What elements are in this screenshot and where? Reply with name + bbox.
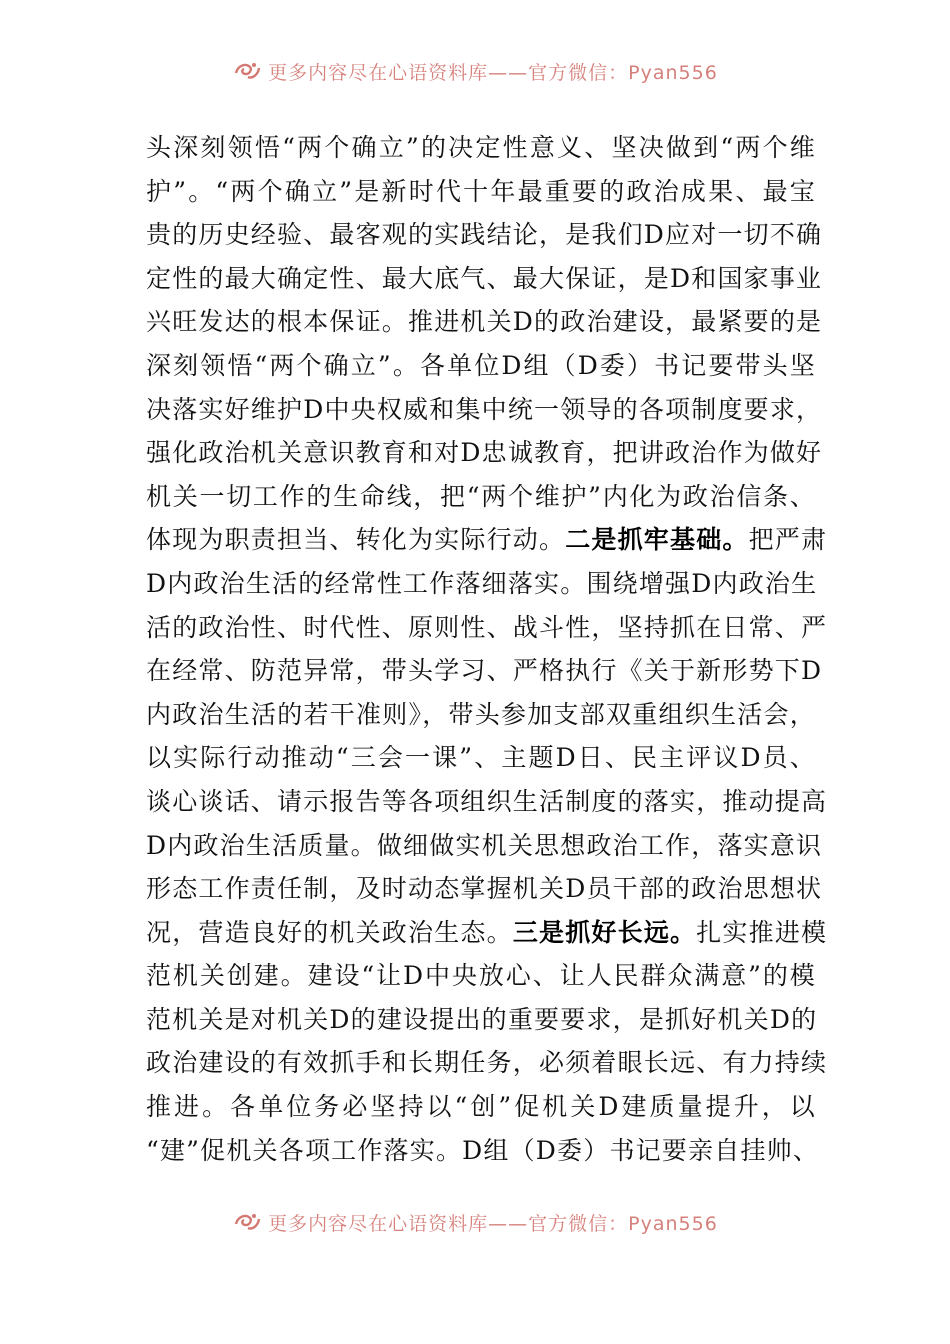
- watermark-text: 更多内容尽在心语资料库——官方微信：Pyan556: [268, 61, 718, 84]
- text-line: [146, 911, 828, 955]
- text-line: [146, 954, 816, 998]
- text-segment: 政治建设的有效抓手和长期任务，必须着眼长远、有力持续: [146, 1048, 828, 1078]
- text-line: [146, 388, 823, 432]
- text-segment: 机关一切工作的生命线，把“两个维护”内化为政治信条、: [146, 481, 816, 511]
- text-line: [146, 562, 816, 606]
- text-line: [146, 170, 816, 214]
- text-segment: 内政治生活的若干准则》，带头参加支部双重组织生活会，: [146, 699, 816, 729]
- text-segment: 扎实推进模: [696, 917, 828, 947]
- text-line: [146, 1041, 828, 1085]
- text-line: [146, 344, 816, 388]
- text-segment: 定性的最大确定性、最大底气、最大保证，是D和国家事业: [146, 263, 823, 293]
- text-segment: “建”促机关各项工作落实。D组（D委）书记要亲自挂帅、: [146, 1135, 820, 1165]
- footer-watermark: [0, 1208, 950, 1236]
- text-segment: 护”。“两个确立”是新时代十年最重要的政治成果、最宝: [146, 176, 816, 206]
- text-segment: 决落实好维护D中央权威和集中统一领导的各项制度要求，: [146, 394, 823, 424]
- text-line: [146, 736, 816, 780]
- text-line: [146, 780, 828, 824]
- text-segment: 强化政治机关意识教育和对D忠诚教育，把讲政治作为做好: [146, 438, 823, 468]
- text-segment: 活的政治性、时代性、原则性、战斗性，坚持抓在日常、严: [146, 612, 828, 642]
- text-segment: 深刻领悟“两个确立”。各单位D组（D委）书记要带头坚: [146, 350, 816, 380]
- watermark-logo-icon: [232, 59, 262, 83]
- text-segment: 兴旺发达的根本保证。推进机关D的政治建设，最紧要的是: [146, 307, 823, 337]
- text-segment: D内政治生活质量。做细做实机关思想政治工作，落实意识: [146, 830, 823, 860]
- header-watermark: [0, 57, 950, 85]
- text-line: [146, 431, 823, 475]
- text-segment: 把严肃: [748, 525, 828, 555]
- text-segment: 体现为职责担当、转化为实际行动。: [146, 525, 566, 555]
- text-segment: 推进。各单位务必坚持以“创”促机关D建质量提升，以: [146, 1092, 816, 1122]
- bold-heading-segment: 三是抓好长远。: [512, 917, 697, 947]
- text-line: [146, 867, 823, 911]
- watermark-logo-icon: [232, 1210, 262, 1234]
- text-segment: 头深刻领悟“两个确立”的决定性意义、坚决做到“两个维: [146, 133, 816, 162]
- text-segment: 况，营造良好的机关政治生态。: [146, 917, 513, 947]
- text-segment: 形态工作责任制，及时动态掌握机关D员干部的政治思想状: [146, 874, 823, 904]
- text-segment: 以实际行动推动“三会一课”、主题D日、民主评议D员、: [146, 743, 816, 773]
- text-segment: 范机关是对机关D的建设提出的重要要求，是抓好机关D的: [146, 1004, 818, 1034]
- text-line: [146, 1085, 816, 1129]
- text-line: [146, 300, 823, 344]
- text-segment: 范机关创建。建设“让D中央放心、让人民群众满意”的模: [146, 961, 816, 991]
- bold-heading-segment: 二是抓牢基础。: [565, 525, 749, 555]
- text-line: [146, 998, 816, 1042]
- text-line: [146, 649, 823, 693]
- text-line: [146, 126, 816, 170]
- text-line: [146, 606, 828, 650]
- text-line: [146, 693, 816, 737]
- text-segment: D内政治生活的经常性工作落细落实。围绕增强D内政治生: [146, 568, 818, 598]
- text-line: [146, 518, 828, 562]
- text-line: [146, 475, 816, 519]
- document-body: [146, 126, 828, 1172]
- text-segment: 贵的历史经验、最客观的实践结论，是我们D应对一切不确: [146, 220, 823, 250]
- text-segment: 谈心谈话、请示报告等各项组织生活制度的落实，推动提高: [146, 786, 828, 816]
- text-line: [146, 1129, 820, 1173]
- text-line: [146, 257, 823, 301]
- watermark-text: 更多内容尽在心语资料库——官方微信：Pyan556: [268, 1212, 718, 1235]
- text-line: [146, 213, 823, 257]
- text-segment: 在经常、防范异常，带头学习、严格执行《关于新形势下D: [146, 656, 823, 686]
- text-line: [146, 824, 823, 868]
